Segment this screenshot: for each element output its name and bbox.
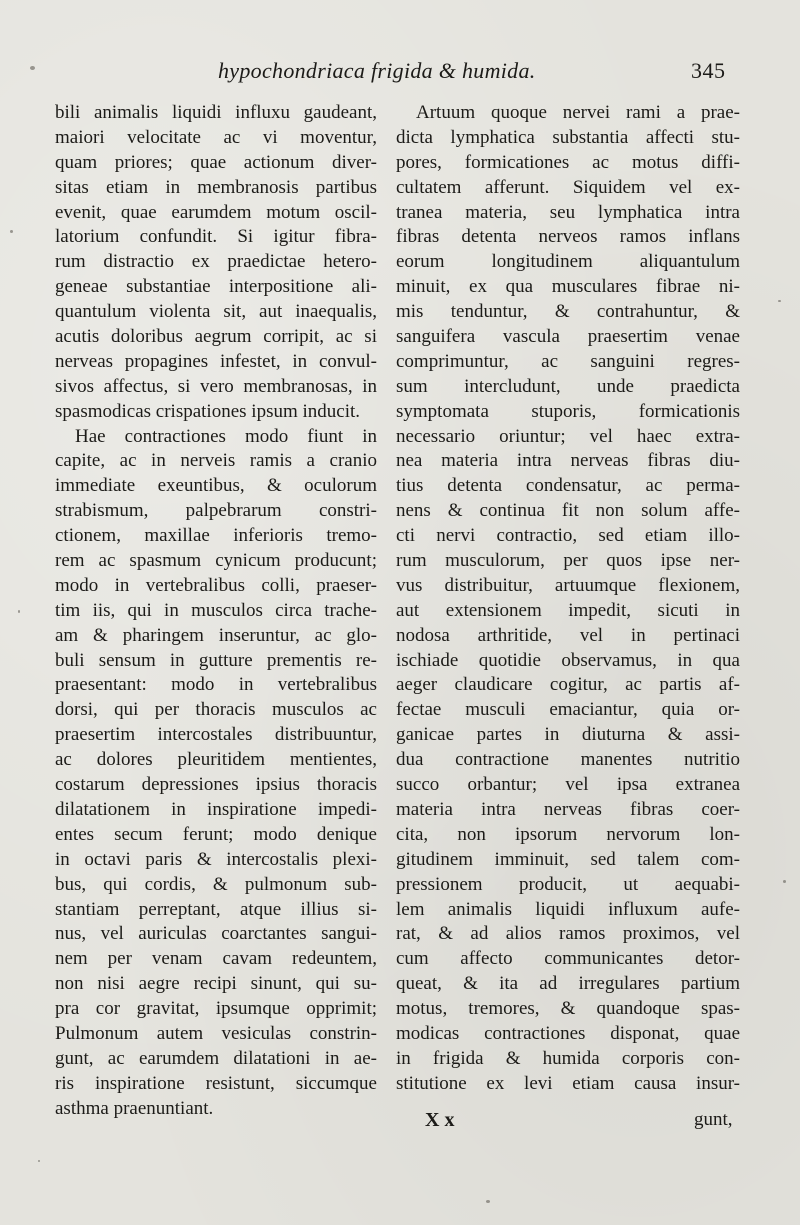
text-line: geneae substantiae interpositione ali- (55, 276, 377, 298)
text-line: Pulmonum autem vesiculas constrin- (55, 1022, 377, 1044)
text-line: lem animalis liquidi influxum aufe- (396, 898, 740, 920)
text-line: dilatationem in inspiratione impedi- (55, 798, 377, 820)
text-line: sitas etiam in membranosis partibus (55, 176, 377, 198)
text-line: cti nervi contractio, sed etiam illo- (396, 525, 740, 547)
text-line: pra cor gravitat, ipsumque opprimit; (55, 998, 377, 1020)
text-line: gitudinem imminuit, sed talem com- (396, 848, 740, 870)
text-line: stantiam perreptant, atque illius si- (55, 898, 377, 920)
text-line: necessario oriuntur; vel haec extra- (396, 425, 740, 447)
text-line: ctionem, maxillae inferioris tremo- (55, 525, 377, 547)
text-line: cultatem afferunt. Siquidem vel ex- (396, 176, 740, 198)
text-line: acutis doloribus aegrum corripit, ac si (55, 326, 377, 348)
text-line: rat, & ad alios ramos proximos, vel (396, 923, 740, 945)
text-line: nem per venam cavam redeuntem, (55, 948, 377, 970)
catchword: gunt, (694, 1109, 733, 1130)
text-line: stitutione ex levi etiam causa insur- (396, 1072, 740, 1094)
text-line: tim iis, qui in musculos circa trache- (55, 599, 377, 621)
text-line: am & pharingem inseruntur, ac glo- (55, 624, 377, 646)
text-line: comprimuntur, ac sanguini regres- (396, 350, 740, 372)
text-line: ac dolores pleuritidem mentientes, (55, 749, 377, 771)
text-line: minuit, ex qua musculares fibrae ni- (396, 276, 740, 298)
text-line: dicta lymphatica substantia affecti stu- (396, 126, 740, 148)
text-line: dua contractione manentes nutritio (396, 749, 740, 771)
text-line: Hae contractiones modo fiunt in (75, 425, 377, 447)
text-line: Artuum quoque nervei rami a prae- (416, 102, 740, 123)
running-title: hypochondriaca frigida & humida. (218, 58, 536, 83)
text-line: strabismum, palpebrarum constri- (55, 500, 377, 522)
text-line: rum distractio ex praedictae hetero- (55, 251, 377, 273)
text-line: queat, & ita ad irregulares partium (396, 973, 740, 995)
text-line: nus, vel auriculas coarctantes sangui- (55, 923, 377, 945)
paper-speck (778, 300, 781, 302)
text-line: aeger claudicare cogitur, ac partis af- (396, 674, 740, 696)
text-line: latorium confundit. Si igitur fibra- (55, 226, 377, 248)
text-line: cita, non ipsorum nervorum lon- (396, 823, 740, 845)
text-line: sivos affectus, si vero membranosas, in (55, 375, 377, 397)
text-line: praesentant: modo in vertebralibus (55, 674, 377, 696)
text-line: asthma praenuntiant. (55, 1097, 214, 1119)
text-line: tranea materia, seu lymphatica intra (396, 201, 740, 223)
text-line: fectae musculi emaciantur, quia or- (396, 699, 740, 721)
text-line: modo in vertebralibus colli, praeser- (55, 574, 377, 596)
text-line: entes secum ferunt; modo denique (55, 823, 377, 845)
text-line: in octavi paris & intercostalis plexi- (55, 848, 377, 870)
text-line: vus distribuitur, artuumque flexionem, (396, 574, 740, 596)
paper-speck (38, 1160, 40, 1162)
paper-speck (10, 230, 13, 233)
text-line: pores, formicationes ac motus diffi- (396, 151, 740, 173)
text-line: non nisi aegre recipi sinunt, qui su- (55, 973, 377, 995)
page-number: 345 (691, 58, 726, 83)
text-line: fibras detenta nerveos ramos inflans (396, 226, 740, 248)
text-line: ischiade quotidie observamus, in qua (396, 649, 740, 671)
text-line: ganicae partes in diuturna & assi- (396, 724, 740, 746)
text-line: gunt, ac earumdem dilatationi in ae- (55, 1047, 377, 1069)
signature-mark: X x (425, 1109, 455, 1131)
text-line: bus, qui cordis, & pulmonum sub- (55, 873, 377, 895)
text-line: motus, tremores, & quandoque spas- (396, 998, 740, 1020)
text-line: sanguifera vascula praesertim venae (396, 326, 740, 348)
running-head (0, 58, 800, 92)
text-line: costarum depressiones ipsius thoracis (55, 774, 377, 796)
text-line: mis tenduntur, & contrahuntur, & (396, 301, 740, 323)
text-line: dorsi, qui per thoracis musculos ac (55, 699, 377, 721)
text-line: spasmodicas crispationes ipsum inducit. (55, 400, 361, 422)
text-line: buli sensum in gutture prementis re- (55, 649, 377, 671)
text-line: quantulum violenta sit, aut inaequalis, (55, 301, 377, 323)
text-line: symptomata stuporis, formicationis (396, 400, 740, 422)
text-line: capite, ac in nerveis ramis a cranio (55, 450, 377, 472)
text-line: nea materia intra nerveas fibras diu- (396, 450, 740, 472)
paper-speck (486, 1200, 490, 1203)
text-line: tius detenta condensatur, ac perma- (396, 475, 740, 497)
text-line: ris inspiratione resistunt, siccumque (55, 1072, 377, 1094)
text-line: sum intercludunt, unde praedicta (396, 375, 740, 397)
text-line: pressionem producit, ut aequabi- (396, 873, 740, 895)
text-line: bili animalis liquidi influxu gaudeant, (55, 102, 377, 123)
text-line: evenit, quae earumdem motum oscil- (55, 201, 377, 223)
text-line: quam priores; quae actionum diver- (55, 151, 377, 173)
text-line: nodosa arthritide, vel in pertinaci (396, 624, 740, 646)
right-column (396, 101, 740, 1097)
text-line: succo orbantur; vel ipsa extranea (396, 774, 740, 796)
paper-speck (783, 880, 786, 883)
text-line: in frigida & humida corporis con- (396, 1047, 740, 1069)
text-line: immediate exeuntibus, & oculorum (55, 475, 377, 497)
text-line: rum musculorum, per quos ipse ner- (396, 550, 740, 572)
text-line: modicas contractiones disponat, quae (396, 1022, 740, 1044)
text-line: nens & continua fit non solum affe- (396, 500, 740, 522)
text-line: rem ac spasmum cynicum producunt; (55, 550, 377, 572)
text-line: praesertim intercostales distribuuntur, (55, 724, 377, 746)
text-line: aut extensionem impedit, sicuti in (396, 599, 740, 621)
text-line: materia intra nerveas fibras coer- (396, 798, 740, 820)
text-line: nerveas propagines infestet, in convul- (55, 350, 377, 372)
text-line: maiori velocitate ac vi moventur, (55, 126, 377, 148)
text-line: cum affecto communicantes detor- (396, 948, 740, 970)
left-column (55, 101, 377, 1122)
text-line: eorum longitudinem aliquantulum (396, 251, 740, 273)
paper-speck (18, 610, 20, 613)
